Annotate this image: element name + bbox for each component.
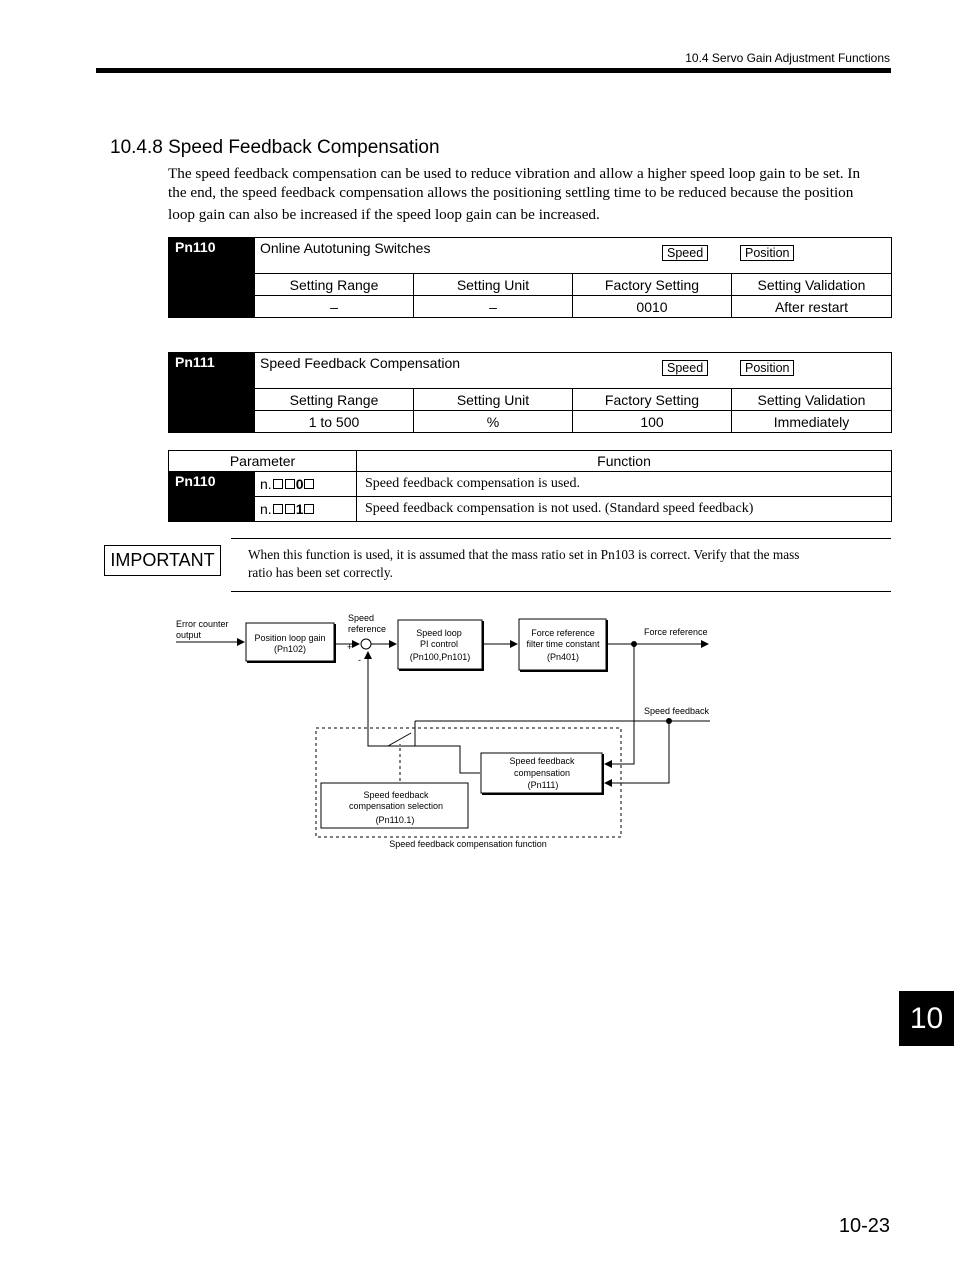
position-badge: Position xyxy=(740,245,794,261)
speed-ref-label: Speed xyxy=(348,613,375,623)
junction-dot xyxy=(666,718,672,724)
value-setting-validation: After restart xyxy=(732,296,892,318)
pos-gain-label: (Pn102) xyxy=(273,644,307,654)
code-prefix: n. xyxy=(260,501,272,517)
header-setting-range: Setting Range xyxy=(255,389,414,411)
param-name: Speed Feedback Compensation xyxy=(260,355,461,371)
header-setting-validation: Setting Validation xyxy=(732,389,892,411)
value-factory-setting: 100 xyxy=(573,411,732,433)
pos-gain-label: Position loop gain xyxy=(254,633,326,643)
section-title: 10.4.8 Speed Feedback Compensation xyxy=(110,137,440,158)
code-digit: 1 xyxy=(295,501,304,517)
position-badge: Position xyxy=(740,360,794,376)
intro-line: the end, the speed feedback compensation allows the positioning settling time to be reduced because the position xyxy=(168,184,854,201)
speed-badge: Speed xyxy=(662,245,708,261)
value-setting-range: – xyxy=(255,296,414,318)
intro-line: The speed feedback compensation can be used to reduce vibration and allow a higher speed loop gain to be set. In xyxy=(168,165,861,182)
intro-line: loop gain can also be increased if the speed loop gain can be increased. xyxy=(168,206,600,223)
speed-loop-label: Speed loop xyxy=(416,628,462,638)
header-parameter: Parameter xyxy=(169,451,357,472)
header-setting-validation: Setting Validation xyxy=(732,274,892,296)
code-digit: 0 xyxy=(295,476,304,492)
important-line: ratio has been set correctly. xyxy=(248,565,393,580)
sfc-label: (Pn111) xyxy=(527,780,559,790)
function-box-label: Speed feedback compensation function xyxy=(389,839,547,849)
header-factory-setting: Factory Setting xyxy=(573,274,732,296)
param-name: Online Autotuning Switches xyxy=(260,240,431,256)
sfc-select-label: Speed feedback xyxy=(363,790,429,800)
sfc-select-label: compensation selection xyxy=(348,801,444,811)
force-ref-label: Force reference xyxy=(644,627,708,637)
param-number: Pn110 xyxy=(169,238,255,318)
value-setting-validation: Immediately xyxy=(732,411,892,433)
speed-ref-label: reference xyxy=(348,624,387,634)
important-label: IMPORTANT xyxy=(104,545,221,576)
value-setting-range: 1 to 500 xyxy=(255,411,414,433)
plus-sign: + xyxy=(347,642,353,652)
value-setting-unit: % xyxy=(414,411,573,433)
error-counter-label: Error counter xyxy=(176,619,229,629)
running-header: 10.4 Servo Gain Adjustment Functions xyxy=(685,51,890,65)
header-setting-unit: Setting Unit xyxy=(414,389,573,411)
force-filter-label: Force reference xyxy=(531,628,595,638)
sfc-label: compensation xyxy=(513,768,571,778)
value-factory-setting: 0010 xyxy=(573,296,732,318)
header-factory-setting: Factory Setting xyxy=(573,389,732,411)
header-setting-range: Setting Range xyxy=(255,274,414,296)
function-description: Speed feedback compensation is not used. (Standard speed feedback) xyxy=(357,497,892,522)
speed-fb-label: Speed feedback xyxy=(644,706,710,716)
speed-badge: Speed xyxy=(662,360,708,376)
force-filter-label: (Pn401) xyxy=(546,652,580,662)
function-description: Speed feedback compensation is used. xyxy=(357,472,892,497)
junction-dot xyxy=(631,641,637,647)
speed-loop-label: PI control xyxy=(419,639,459,649)
summing-junction xyxy=(361,639,371,649)
force-filter-label: filter time constant xyxy=(526,639,600,649)
value-setting-unit: – xyxy=(414,296,573,318)
sfc-label: Speed feedback xyxy=(509,756,575,766)
page-number: 10-23 xyxy=(838,1215,890,1237)
header-setting-unit: Setting Unit xyxy=(414,274,573,296)
sfc-select-label: (Pn110.1) xyxy=(375,815,415,825)
code-prefix: n. xyxy=(260,476,272,492)
important-line: When this function is used, it is assumed that the mass ratio set in Pn103 is correct. Verify that the mass xyxy=(248,547,800,562)
param-number: Pn110 xyxy=(169,472,255,522)
header-function: Function xyxy=(357,451,892,472)
chapter-tab: 10 xyxy=(899,991,954,1046)
minus-sign: - xyxy=(358,655,361,665)
param-number: Pn111 xyxy=(169,353,255,433)
speed-loop-label: (Pn100,Pn101) xyxy=(409,652,471,662)
error-counter-label: output xyxy=(176,630,202,640)
